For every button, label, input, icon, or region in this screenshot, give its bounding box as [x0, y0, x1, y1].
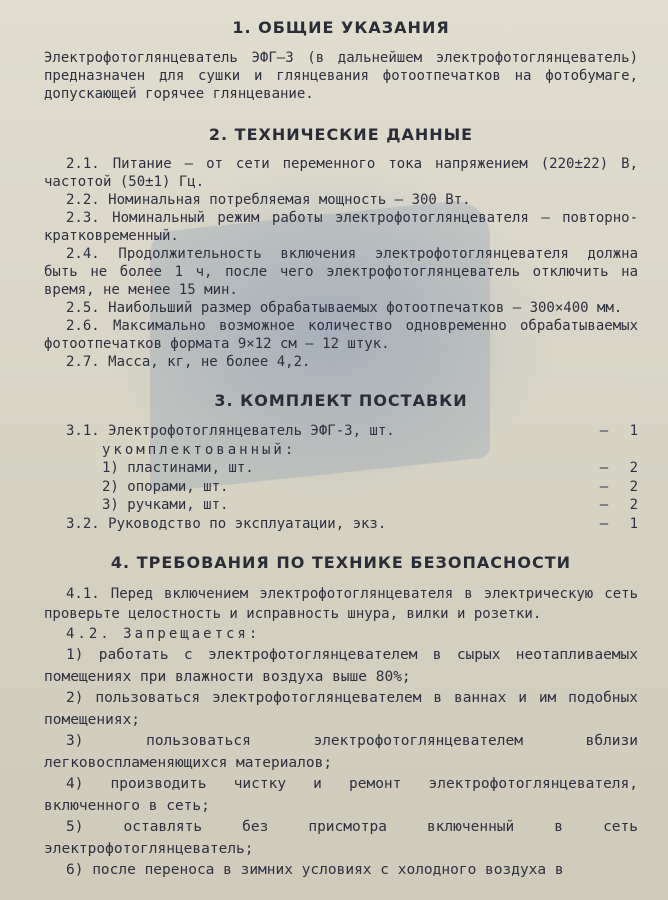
kit-qty: 2	[629, 460, 638, 476]
spec-item: 2.6. Максимально возможное количество одновременно обрабатываемых фотоотпечатков формата 9×12 см — 12 штук.	[44, 318, 638, 352]
kit-row	[44, 422, 638, 441]
spec-item: 2.5. Наибольший размер обрабатываемых фотоотпечатков — 300×400 мм.	[66, 300, 623, 316]
section-1-heading: 1. ОБЩИЕ УКАЗАНИЯ	[232, 18, 450, 37]
kit-row	[44, 441, 638, 460]
kit-dash: —	[599, 515, 609, 532]
kit-dash: —	[599, 478, 609, 495]
section-4-body	[44, 584, 638, 882]
safety-check-text: 4.1. Перед включением электрофотоглянцевателя в электрическую сеть проверьте целостность и исправность шнура, вилки и розетки.	[44, 586, 638, 622]
kit-dash: —	[599, 460, 609, 476]
section-3-table	[44, 422, 638, 533]
kit-qty: 1	[629, 515, 638, 532]
kit-dash: —	[599, 497, 609, 513]
kit-row	[44, 459, 638, 478]
prohibited-heading: 4.2. Запрещается:	[66, 626, 261, 642]
section-1-text: Электрофотоглянцеватель ЭФГ—3 (в дальнейшем электрофотоглянцеватель) предназначен для сушки и глянцевания фотоотпечатков на фотобумаге, допускающей горячее глянцевание.	[44, 50, 638, 102]
spec-item: 2.3. Номинальный режим работы электрофотоглянцевателя — повторно-кратковременный.	[44, 210, 638, 244]
kit-label: 2) опорами, шт.	[102, 478, 229, 495]
kit-row	[44, 478, 638, 497]
kit-qty: 2	[629, 478, 638, 495]
kit-qty: 1	[629, 423, 638, 439]
kit-label: 1) пластинами, шт.	[102, 460, 254, 476]
spec-item: 2.1. Питание — от сети переменного тока напряжением (220±22) В, частотой (50±1) Гц.	[44, 156, 638, 190]
spec-item: 2.2. Номинальная потребляемая мощность — 300 Вт.	[66, 192, 471, 208]
spec-item: 2.4. Продолжительность включения электрофотоглянцевателя должна быть не более 1 ч, после чего электрофотоглянцеватель отключить на время, не менее 15 мин.	[44, 246, 638, 298]
kit-label: 3.1. Электрофотоглянцеватель ЭФГ-3, шт.	[66, 423, 395, 439]
kit-label: укомплектованный:	[102, 441, 297, 458]
kit-label: 3) ручками, шт.	[102, 497, 229, 513]
prohibition-item: 5) оставлять без присмотра включенный в сеть электрофотоглянцеватель;	[44, 819, 638, 857]
prohibition-item: 1) работать с электрофотоглянцевателем в сырых неотапливаемых помещениях при влажности воздуха выше 80%;	[44, 647, 638, 685]
prohibition-item: 3) пользоваться электрофотоглянцевателем вблизи легковоспламеняющихся материалов;	[44, 733, 638, 771]
section-2-heading: 2. ТЕХНИЧЕСКИЕ ДАННЫЕ	[208, 125, 474, 144]
section-2-list	[44, 155, 638, 371]
kit-row	[44, 515, 638, 534]
kit-row	[44, 496, 638, 515]
kit-qty: 2	[629, 497, 638, 513]
spec-item: 2.7. Масса, кг, не более 4,2.	[66, 354, 311, 370]
kit-label: 3.2. Руководство по эксплуатации, экз.	[66, 515, 387, 532]
prohibition-item: 6) после переноса в зимних условиях с холодного воздуха в	[66, 862, 564, 878]
kit-dash: —	[599, 423, 609, 439]
section-3-heading: 3. КОМПЛЕКТ ПОСТАВКИ	[214, 391, 468, 410]
section-4-heading: 4. ТРЕБОВАНИЯ ПО ТЕХНИКЕ БЕЗОПАСНОСТИ	[110, 553, 572, 572]
prohibition-item: 4) производить чистку и ремонт электрофотоглянцевателя, включенного в сеть;	[44, 776, 638, 814]
prohibition-item: 2) пользоваться электрофотоглянцевателем в ваннах и им подобных помещениях;	[44, 690, 638, 728]
